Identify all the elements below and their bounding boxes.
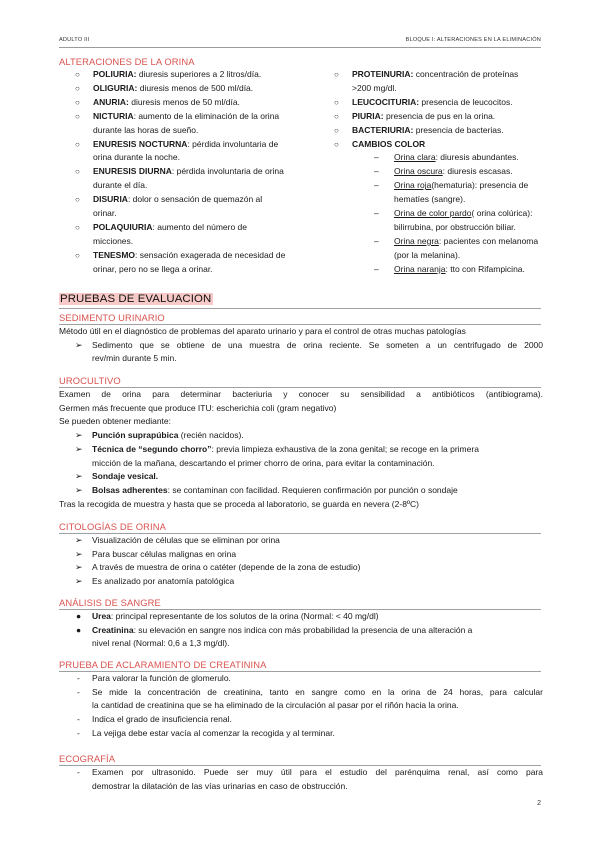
alteration-item bbox=[59, 138, 329, 152]
urocultivo-content bbox=[59, 388, 543, 511]
dot-bullet-icon: ● bbox=[76, 624, 82, 635]
alteration-item bbox=[59, 165, 329, 179]
color-item bbox=[318, 235, 548, 249]
alteration-term: TENESMO bbox=[93, 249, 136, 260]
color-item bbox=[318, 165, 548, 179]
arrow-bullet-icon: ➢ bbox=[75, 548, 83, 559]
urocultivo-method bbox=[59, 443, 543, 457]
citologias-content bbox=[59, 534, 543, 589]
alteration-desc: : aumento del número de bbox=[152, 221, 248, 232]
sangre-content bbox=[59, 610, 543, 651]
sedimento-content bbox=[59, 325, 543, 366]
color-desc: hematíes (sangre). bbox=[394, 194, 466, 205]
urocultivo-method-cont-text: micción de la mañana, descartando el primer chorro de orina, para evitar la contaminación. bbox=[92, 457, 435, 468]
alteration-item bbox=[318, 110, 548, 124]
alteration-item bbox=[318, 138, 548, 152]
urocultivo-method-desc: : se contaminan con facilidad. Requieren confirmación por punción o sondaje bbox=[167, 484, 458, 495]
aclaramiento-item-text: Indica el grado de insuficiencia renal. bbox=[92, 714, 232, 725]
color-item-cont bbox=[318, 249, 548, 263]
color-item bbox=[318, 179, 548, 193]
aclaramiento-item bbox=[59, 672, 543, 686]
urocultivo-method bbox=[59, 429, 543, 443]
sedimento-item bbox=[59, 339, 543, 353]
color-item-cont bbox=[318, 221, 548, 235]
sedimento-item-cont bbox=[59, 352, 543, 366]
urocultivo-method-name: Bolsas adherentes bbox=[92, 484, 168, 495]
alteration-desc: durante las horas de sueño. bbox=[93, 124, 199, 135]
arrow-bullet-icon: ➢ bbox=[75, 339, 83, 350]
color-name: Orina roja bbox=[394, 180, 432, 191]
alteration-item-cont bbox=[318, 82, 548, 96]
sangre-item bbox=[59, 610, 543, 624]
alteration-item bbox=[59, 82, 329, 96]
alteration-desc: micciones. bbox=[93, 235, 134, 246]
circle-bullet-icon: ○ bbox=[75, 70, 80, 79]
sangre-item bbox=[59, 624, 543, 638]
aclaramiento-item-text: Para valorar la función de glomerulo. bbox=[92, 673, 231, 683]
header-block: BLOQUE I: ALTERACIONES EN LA ELIMINACIÓN bbox=[405, 37, 541, 43]
ecografia-item bbox=[59, 766, 543, 780]
alteration-item bbox=[59, 68, 329, 82]
alteration-desc: presencia de bacterias. bbox=[413, 124, 504, 135]
circle-bullet-icon: ○ bbox=[75, 195, 80, 205]
circle-bullet-icon: ○ bbox=[75, 83, 80, 93]
alteration-desc: : pérdida involuntaria de orina bbox=[171, 166, 284, 177]
sangre-item-term: Urea bbox=[92, 611, 111, 621]
alteration-item bbox=[59, 96, 329, 110]
color-desc: : tto con Rifampicina. bbox=[445, 263, 525, 274]
color-item-cont bbox=[318, 193, 548, 207]
aclaramiento-item-text: La vejiga debe estar vacía al comenzar la recogida y al terminar. bbox=[92, 727, 335, 738]
alteration-term: BACTERIURIA: bbox=[352, 124, 414, 135]
alteration-term: LEUCOCITURIA: bbox=[352, 96, 420, 107]
alteration-item-cont bbox=[59, 207, 329, 221]
circle-bullet-icon: ○ bbox=[75, 97, 80, 107]
circle-bullet-icon: ○ bbox=[334, 97, 339, 107]
circle-bullet-icon: ○ bbox=[334, 139, 339, 149]
color-desc: (por la melanina). bbox=[394, 249, 461, 260]
alteration-item bbox=[59, 110, 329, 124]
aclaramiento-item bbox=[59, 727, 543, 741]
alteration-term: NICTURIA bbox=[93, 110, 134, 121]
alteration-item-cont bbox=[59, 235, 329, 249]
alteration-term: POLAQUIURIA bbox=[93, 221, 153, 232]
ecografia-content bbox=[59, 766, 543, 793]
sedimento-item-cont-text: rev/min durante 5 min. bbox=[92, 353, 177, 364]
alteration-item bbox=[59, 221, 329, 235]
alteration-desc: orinar. bbox=[93, 208, 117, 219]
sangre-item-desc: : su elevación en sangre nos indica con más probabilidad la presencia de una alteración a bbox=[133, 624, 473, 635]
alteration-desc: : aumento de la eliminación de la orina bbox=[133, 110, 280, 121]
aclaramiento-item bbox=[59, 686, 543, 700]
urocultivo-method-name: Sondaje vesical. bbox=[92, 471, 159, 482]
alteraciones-right-list bbox=[318, 68, 548, 277]
dash-bullet-icon: – bbox=[374, 263, 379, 274]
arrow-bullet-icon: ➢ bbox=[75, 430, 83, 441]
sangre-item-term: Creatinina bbox=[92, 624, 134, 635]
color-name: Orina oscura bbox=[394, 166, 443, 177]
color-name: Orina negra bbox=[394, 235, 439, 246]
alteration-item bbox=[318, 124, 548, 138]
citologia-item-text: A través de muestra de orina o catéter (depende de la zona de estudio) bbox=[92, 562, 361, 573]
alteration-item-cont bbox=[59, 151, 329, 165]
circle-bullet-icon: ○ bbox=[334, 70, 339, 79]
color-name: Orina de color pardo bbox=[394, 208, 472, 219]
color-desc: (hematuria): presencia de bbox=[431, 180, 529, 191]
alteration-desc: diuresis menos de 50 ml/día. bbox=[128, 96, 240, 107]
alteration-term: DISURIA bbox=[93, 194, 128, 205]
sangre-item-cont bbox=[59, 637, 543, 651]
alteration-term: OLIGURIA: bbox=[93, 82, 138, 93]
alteration-term: ANURIA: bbox=[93, 96, 129, 107]
dash-bullet-icon: – bbox=[374, 152, 379, 163]
alteration-desc: presencia de pus en la orina. bbox=[383, 110, 496, 121]
urocultivo-method-name: Punción suprapúbica bbox=[92, 430, 179, 441]
citologia-item-text: Es analizado por anatomía patológica bbox=[92, 576, 235, 587]
alteration-term: ENURESIS NOCTURNA bbox=[93, 138, 188, 149]
arrow-bullet-icon: ➢ bbox=[75, 576, 83, 587]
section-title-aclaramiento: PRUEBA DE ACLARAMIENTO DE CREATININA bbox=[59, 659, 267, 670]
circle-bullet-icon: ○ bbox=[75, 111, 80, 121]
alteration-term: ENURESIS DIURNA bbox=[93, 166, 172, 177]
urocultivo-method-desc: : previa limpieza exhaustiva de la zona genital; se recoge en la primera bbox=[211, 443, 479, 454]
color-desc: : diuresis escasas. bbox=[442, 166, 513, 177]
aclaramiento-item-cont-text: la cantidad de creatinina que se ha eliminado de la circulación al pasar por el riñón hacia la orina. bbox=[92, 700, 459, 711]
ecografia-item-cont-text: demostrar la dilatación de las vías urinarias en caso de obstrucción. bbox=[92, 780, 348, 791]
dash-bullet-icon: - bbox=[77, 686, 80, 697]
sangre-item-desc: : principal representante de los solutos de la orina (Normal: < 40 mg/dl) bbox=[110, 611, 379, 621]
color-desc: : pacientes con melanoma bbox=[438, 235, 539, 246]
dash-bullet-icon: – bbox=[374, 166, 379, 177]
color-desc: bilirrubina, por obstrucción biliar. bbox=[394, 221, 516, 232]
urocultivo-method bbox=[59, 484, 543, 498]
color-item bbox=[318, 263, 548, 277]
urocultivo-method-desc: (recién nacidos). bbox=[178, 430, 244, 441]
citologia-item-text: Visualización de células que se eliminan por orina bbox=[92, 535, 280, 545]
header-divider bbox=[59, 47, 541, 48]
alteration-desc: >200 mg/dl. bbox=[352, 82, 397, 93]
aclaramiento-content bbox=[59, 672, 543, 741]
page-number: 2 bbox=[537, 800, 541, 807]
ecografia-item-text: Examen por ultrasonido. Puede ser muy útil para el estudio del parénquima renal, así como para bbox=[92, 767, 543, 777]
color-name: Orina naranja bbox=[394, 263, 446, 274]
section-title-sangre: ANÁLISIS DE SANGRE bbox=[59, 597, 161, 608]
urocultivo-intro-2: Germen más frecuente que produce ITU: escherichia coli (gram negativo) bbox=[59, 402, 337, 413]
color-desc: ( orina colúrica): bbox=[471, 208, 533, 219]
alteration-term: POLIURIA: bbox=[93, 69, 137, 79]
circle-bullet-icon: ○ bbox=[75, 222, 80, 232]
alteration-item-cont bbox=[59, 179, 329, 193]
citologia-item-text: Para buscar células malignas en orina bbox=[92, 548, 237, 559]
dot-bullet-icon: ● bbox=[76, 611, 82, 621]
dash-bullet-icon: - bbox=[77, 673, 80, 683]
arrow-bullet-icon: ➢ bbox=[75, 471, 83, 482]
alteration-desc: durante el día. bbox=[93, 180, 148, 191]
arrow-bullet-icon: ➢ bbox=[75, 443, 83, 454]
aclaramiento-item bbox=[59, 713, 543, 727]
alteration-item-cont bbox=[59, 263, 329, 277]
aclaramiento-item-text: Se mide la concentración de creatinina, tanto en sangre como en la orina de 24 horas, para calcular bbox=[92, 686, 543, 697]
alteration-desc: presencia de leucocitos. bbox=[419, 96, 513, 107]
alteration-term: PIURIA: bbox=[352, 110, 384, 121]
ecografia-item-cont bbox=[59, 780, 543, 794]
citologia-item bbox=[59, 575, 543, 589]
arrow-bullet-icon: ➢ bbox=[75, 562, 83, 573]
pruebas-divider bbox=[59, 308, 541, 309]
dash-bullet-icon: – bbox=[374, 180, 379, 191]
color-item bbox=[318, 151, 548, 165]
alteration-desc: orinar, pero no se llega a orinar. bbox=[93, 263, 213, 274]
alteration-desc: : dolor o sensación de quemazón al bbox=[127, 194, 263, 205]
citologia-item bbox=[59, 548, 543, 562]
color-desc: : diuresis abundantes. bbox=[435, 152, 519, 163]
alteration-desc: diuresis menos de 500 ml/día. bbox=[137, 82, 254, 93]
pruebas-heading: PRUEBAS DE EVALUACION bbox=[60, 293, 212, 305]
section-title-sedimento: SEDIMENTO URINARIO bbox=[59, 312, 165, 323]
urocultivo-method-name: Técnica de “segundo chorro” bbox=[92, 443, 212, 454]
section-title-citologias: CITOLOGÍAS DE ORINA bbox=[59, 521, 166, 532]
circle-bullet-icon: ○ bbox=[334, 125, 339, 135]
alteration-desc: concentración de proteínas bbox=[413, 69, 519, 79]
dash-bullet-icon: - bbox=[77, 767, 80, 777]
sedimento-item-text: Sedimento que se obtiene de una muestra de orina reciente. Se someten a un centrifugado de 2000 bbox=[92, 339, 543, 350]
urocultivo-method bbox=[59, 470, 543, 484]
color-name: Orina clara bbox=[394, 152, 436, 163]
section-title-urocultivo: UROCULTIVO bbox=[59, 375, 121, 386]
alteration-term: CAMBIOS COLOR bbox=[352, 138, 426, 149]
urocultivo-outro: Tras la recogida de muestra y hasta que se proceda al laboratorio, se guarda en nevera (2-8ºC) bbox=[59, 498, 419, 509]
alteration-item bbox=[318, 96, 548, 110]
circle-bullet-icon: ○ bbox=[75, 139, 80, 149]
citologia-item bbox=[59, 534, 543, 548]
color-item bbox=[318, 207, 548, 221]
dash-bullet-icon: – bbox=[374, 235, 379, 246]
section-title-ecografia: ECOGRAFÍA bbox=[59, 753, 116, 764]
sedimento-intro: Método útil en el diagnóstico de problemas del aparato urinario y para el control de otras muchas patologías bbox=[59, 326, 466, 336]
dash-bullet-icon: - bbox=[77, 727, 80, 738]
alteration-item bbox=[318, 68, 548, 82]
urocultivo-intro-1: Examen de orina para determinar bacteriuria y conocer su sensibilidad a antibióticos (antibiograma). bbox=[59, 389, 543, 399]
sangre-item-cont-text: nivel renal (Normal: 0,6 a 1,3 mg/dl). bbox=[92, 638, 230, 649]
arrow-bullet-icon: ➢ bbox=[75, 484, 83, 495]
alteration-item bbox=[59, 193, 329, 207]
alteration-desc: orina durante la noche. bbox=[93, 152, 180, 163]
urocultivo-intro-3: Se pueden obtener mediante: bbox=[59, 416, 172, 427]
circle-bullet-icon: ○ bbox=[75, 250, 80, 260]
header-course: ADULTO III bbox=[59, 37, 90, 43]
circle-bullet-icon: ○ bbox=[334, 111, 339, 121]
alteration-item bbox=[59, 249, 329, 263]
alteration-item-cont bbox=[59, 124, 329, 138]
dash-bullet-icon: - bbox=[77, 714, 80, 725]
aclaramiento-item-cont bbox=[59, 699, 543, 713]
circle-bullet-icon: ○ bbox=[75, 167, 80, 177]
citologia-item bbox=[59, 561, 543, 575]
alteration-term: PROTEINURIA: bbox=[352, 69, 414, 79]
urocultivo-method-cont bbox=[59, 457, 543, 471]
alteraciones-left-list bbox=[59, 68, 329, 277]
alteration-desc: : sensación exagerada de necesidad de bbox=[135, 249, 286, 260]
dash-bullet-icon: – bbox=[374, 208, 379, 219]
alteration-desc: diuresis superiores a 2 litros/día. bbox=[136, 69, 262, 79]
alteration-desc: : pérdida involuntaria de bbox=[187, 138, 279, 149]
section-title-alteraciones: ALTERACIONES DE LA ORINA bbox=[59, 56, 195, 67]
arrow-bullet-icon: ➢ bbox=[75, 535, 83, 545]
